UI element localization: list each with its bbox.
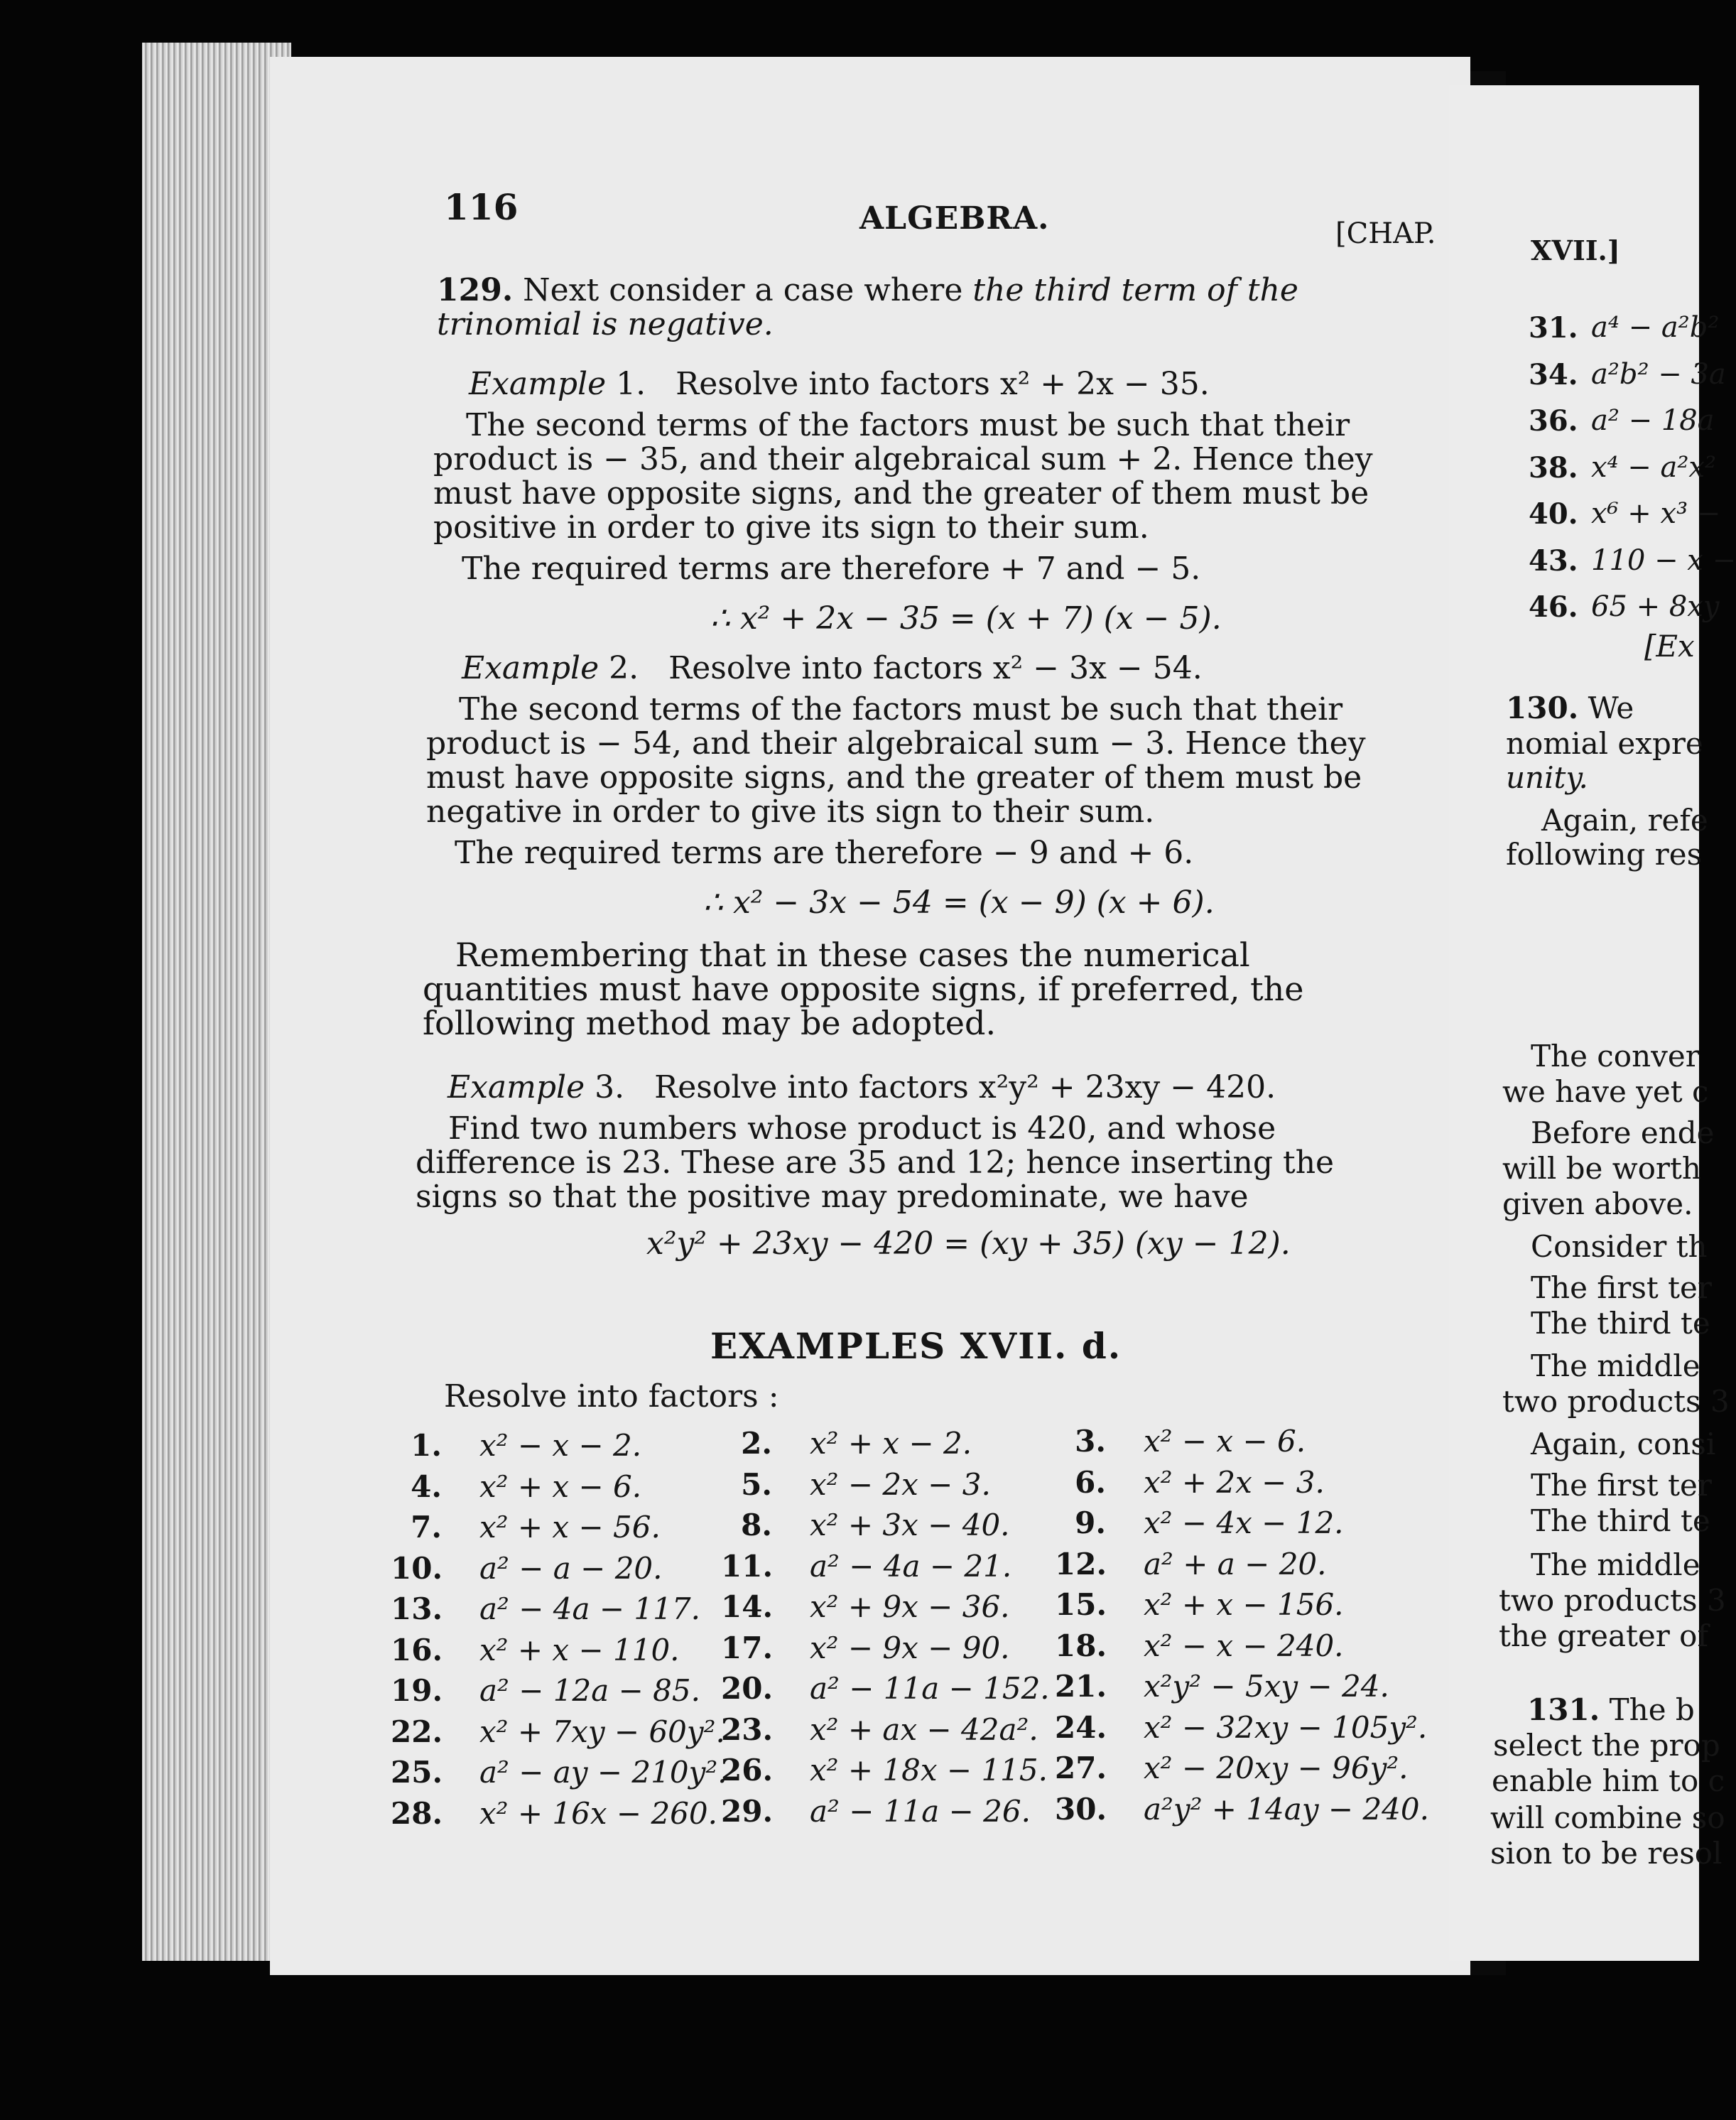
right-line: Before ende bbox=[1531, 1115, 1715, 1150]
exercise-expression: a² − a − 20. bbox=[479, 1550, 663, 1586]
right-line: The conver bbox=[1531, 1039, 1700, 1073]
exercise-expression: x² + x − 56. bbox=[479, 1510, 661, 1545]
example-1-equation: ∴ x² + 2x − 35 = (x + 7) (x − 5). bbox=[710, 600, 1222, 637]
right-exercise-expression: a⁴ − a²b² bbox=[1591, 311, 1720, 344]
example-text: Resolve into factors x² + 2x − 35. bbox=[676, 366, 1210, 402]
exercise-expression: x² + x − 6. bbox=[479, 1469, 642, 1504]
running-head: ALGEBRA. bbox=[859, 200, 1050, 237]
exercise-number: 16. bbox=[391, 1632, 443, 1667]
example-2-equation: ∴ x² − 3x − 54 = (x − 9) (x + 6). bbox=[703, 885, 1215, 921]
example-3-paragraph: Find two numbers whose product is 420, and whose difference is 23. These are 35 and 12; hence inserting the signs so that the positive may predominate, we have bbox=[416, 1110, 1335, 1215]
example-2-terms: The required terms are therefore − 9 and + 6. bbox=[455, 835, 1194, 871]
right-exercise-expression: x⁴ − a²x² bbox=[1591, 450, 1717, 484]
exercise-expression: a² + a − 20. bbox=[1144, 1546, 1327, 1581]
page-number: 116 bbox=[444, 186, 519, 228]
right-line: Again, consi bbox=[1531, 1427, 1716, 1461]
example-number: 1. bbox=[616, 366, 646, 402]
exercise-expression: x² − 32xy − 105y². bbox=[1144, 1709, 1428, 1745]
exercise-expression: x² − x − 6. bbox=[1144, 1424, 1306, 1459]
exercise-expression: a² − 4a − 117. bbox=[479, 1591, 700, 1626]
right-line: unity. bbox=[1506, 760, 1588, 795]
exercise-number: 22. bbox=[391, 1714, 443, 1749]
example-text: Resolve into factors x²y² + 23xy − 420. bbox=[654, 1069, 1276, 1105]
section-131-number: 131. bbox=[1527, 1692, 1600, 1727]
right-line: The middle bbox=[1531, 1348, 1700, 1383]
right-line: Again, refe bbox=[1541, 803, 1708, 838]
exercise-expression: a² − ay − 210y². bbox=[479, 1755, 727, 1790]
exercise-number: 7. bbox=[411, 1510, 442, 1545]
right-line: The first ter bbox=[1531, 1468, 1712, 1503]
exercise-number: 23. bbox=[721, 1711, 774, 1747]
example-label: Example bbox=[447, 1069, 585, 1105]
exercise-number: 18. bbox=[1055, 1628, 1107, 1663]
right-exercise-number: 43. bbox=[1529, 543, 1578, 578]
right-page bbox=[1449, 85, 1736, 1961]
example-text: Resolve into factors x² − 3x − 54. bbox=[668, 650, 1203, 686]
exercise-number: 20. bbox=[721, 1671, 774, 1706]
right-exercise-number: 31. bbox=[1529, 311, 1578, 345]
right-line: nomial expre bbox=[1506, 726, 1703, 761]
right-exercise-expression: a²b² − 3a bbox=[1591, 357, 1726, 391]
right-exercise-number: 34. bbox=[1529, 357, 1578, 391]
exercise-expression: x² + 7xy − 60y². bbox=[479, 1714, 725, 1749]
example-3-title bbox=[447, 1069, 1276, 1105]
exercise-expression: x² + x − 2. bbox=[810, 1426, 972, 1461]
exercise-expression: x² + 18x − 115. bbox=[810, 1753, 1048, 1788]
exercise-number: 9. bbox=[1075, 1505, 1106, 1540]
example-label: Example bbox=[462, 650, 600, 686]
right-line: The third te bbox=[1531, 1306, 1710, 1341]
right-exercise-expression: x⁶ + x³ − bbox=[1591, 497, 1721, 530]
example-2-paragraph: The second terms of the factors must be such that their product is − 54, and their algebraical sum − 3. Hence they must have opposite signs, and the greater of them must be negative in order to give its sign to their sum. bbox=[426, 691, 1366, 830]
section-text: Next consider a case where bbox=[523, 272, 973, 308]
exercise-number: 17. bbox=[721, 1630, 774, 1665]
right-exercise-number: 36. bbox=[1529, 404, 1578, 438]
exercise-expression: x² + x − 110. bbox=[479, 1632, 680, 1667]
right-line: enable him to c bbox=[1492, 1763, 1725, 1798]
right-line: will combine so bbox=[1490, 1800, 1725, 1835]
right-exercise-number: 40. bbox=[1529, 497, 1578, 531]
right-exercise-number: 46. bbox=[1529, 590, 1578, 624]
exercise-number: 12. bbox=[1055, 1546, 1107, 1581]
exercise-number: 25. bbox=[391, 1755, 443, 1790]
example-1-paragraph: The second terms of the factors must be such that their product is − 35, and their algebraical sum + 2. Hence they must have opposite signs, and the greater of them must be positive in order to give its sign to their sum. bbox=[433, 407, 1373, 546]
remembering-paragraph: Remembering that in these cases the numerical quantities must have opposite signs, if preferred, the following method may be adopted. bbox=[423, 936, 1304, 1042]
right-page-header: XVII.] bbox=[1531, 234, 1620, 266]
example-1-terms: The required terms are therefore + 7 and − 5. bbox=[462, 551, 1201, 587]
exercise-expression: x² − 20xy − 96y². bbox=[1144, 1751, 1409, 1785]
exercise-number: 4. bbox=[411, 1469, 442, 1504]
example-number: 3. bbox=[595, 1069, 625, 1105]
exercise-number: 6. bbox=[1075, 1464, 1106, 1500]
exercise-expression: x² + 9x − 36. bbox=[810, 1589, 1010, 1624]
exercise-expression: x² − x − 2. bbox=[479, 1428, 642, 1463]
section-italic: the third term of the trinomial is negative. bbox=[437, 272, 1298, 342]
exercise-number: 24. bbox=[1055, 1709, 1107, 1745]
section-130-heading bbox=[1506, 691, 1634, 725]
right-line: following res bbox=[1506, 837, 1703, 872]
right-line: The first ter bbox=[1531, 1270, 1712, 1305]
exercise-expression: x² + 2x − 3. bbox=[1144, 1464, 1325, 1500]
right-line: The third te bbox=[1531, 1503, 1710, 1538]
exercise-number: 29. bbox=[721, 1793, 774, 1829]
exercise-number: 26. bbox=[721, 1753, 774, 1788]
exercise-number: 27. bbox=[1055, 1751, 1107, 1785]
exercise-expression: x² − 2x − 3. bbox=[810, 1466, 991, 1502]
resolve-instruction: Resolve into factors : bbox=[444, 1378, 779, 1415]
exercise-number: 15. bbox=[1055, 1587, 1107, 1622]
exercise-expression: a² − 12a − 85. bbox=[479, 1673, 700, 1708]
right-exercise-number: 38. bbox=[1529, 450, 1578, 485]
example-1-title bbox=[469, 366, 1210, 402]
example-2-title bbox=[462, 650, 1203, 686]
section-number: 129. bbox=[437, 272, 514, 308]
examples-heading: EXAMPLES XVII. d. bbox=[710, 1325, 1122, 1367]
exercise-expression: x² − 4x − 12. bbox=[1144, 1505, 1344, 1540]
right-exercise-expression: 65 + 8xy bbox=[1591, 590, 1720, 623]
exercise-number: 2. bbox=[741, 1426, 772, 1461]
exercise-expression: a² − 4a − 21. bbox=[810, 1548, 1012, 1584]
right-line: we have yet c bbox=[1502, 1074, 1709, 1109]
page-edges bbox=[142, 43, 291, 1961]
exercise-reference: [Ex bbox=[1644, 629, 1695, 664]
exercise-expression: a² − 11a − 152. bbox=[810, 1671, 1050, 1706]
section-130-number: 130. bbox=[1506, 691, 1579, 725]
right-line: two products 3 bbox=[1499, 1583, 1726, 1618]
section-130-word: We bbox=[1588, 691, 1634, 725]
exercise-number: 30. bbox=[1055, 1791, 1107, 1827]
exercise-expression: x² + x − 156. bbox=[1144, 1587, 1344, 1622]
exercise-expression: x² − 9x − 90. bbox=[810, 1630, 1010, 1665]
exercise-number: 11. bbox=[721, 1548, 774, 1584]
exercise-expression: x² + 16x − 260. bbox=[479, 1795, 717, 1831]
right-line: two products 3 bbox=[1502, 1384, 1730, 1419]
example-label: Example bbox=[469, 366, 607, 402]
exercise-number: 21. bbox=[1055, 1669, 1107, 1704]
exercise-number: 10. bbox=[391, 1550, 443, 1586]
right-line: given above. bbox=[1502, 1186, 1693, 1221]
exercise-expression: a² − 11a − 26. bbox=[810, 1793, 1031, 1829]
exercise-number: 1. bbox=[411, 1428, 442, 1463]
exercise-expression: x² − x − 240. bbox=[1144, 1628, 1344, 1663]
exercise-number: 5. bbox=[741, 1466, 772, 1502]
exercise-number: 14. bbox=[721, 1589, 774, 1624]
section-131-heading bbox=[1527, 1692, 1695, 1727]
chapter-marker: [CHAP. bbox=[1335, 217, 1436, 250]
exercise-number: 13. bbox=[391, 1591, 443, 1626]
example-3-equation: x²y² + 23xy − 420 = (xy + 35) (xy − 12). bbox=[646, 1226, 1291, 1262]
right-line: The middle bbox=[1531, 1547, 1700, 1582]
right-line: the greater of bbox=[1499, 1618, 1708, 1653]
right-line: sion to be resol bbox=[1490, 1836, 1723, 1871]
exercise-expression: x² + 3x − 40. bbox=[810, 1508, 1010, 1542]
right-line: Consider th bbox=[1531, 1229, 1708, 1264]
exercise-number: 3. bbox=[1075, 1424, 1106, 1459]
exercise-number: 19. bbox=[391, 1673, 443, 1708]
exercise-expression: a²y² + 14ay − 240. bbox=[1144, 1791, 1429, 1827]
right-line: will be worth bbox=[1502, 1151, 1701, 1186]
exercise-number: 8. bbox=[741, 1508, 772, 1542]
section-129 bbox=[437, 274, 1424, 342]
exercise-expression: x² + ax − 42a². bbox=[810, 1711, 1038, 1747]
exercise-number: 28. bbox=[391, 1795, 443, 1831]
right-exercise-expression: 110 − x − bbox=[1591, 543, 1736, 577]
right-exercise-expression: a² − 18a bbox=[1591, 404, 1715, 437]
section-131-word: The b bbox=[1609, 1692, 1695, 1727]
right-line: select the prop bbox=[1493, 1728, 1720, 1763]
exercise-expression: x²y² − 5xy − 24. bbox=[1144, 1669, 1389, 1704]
example-number: 2. bbox=[609, 650, 639, 686]
